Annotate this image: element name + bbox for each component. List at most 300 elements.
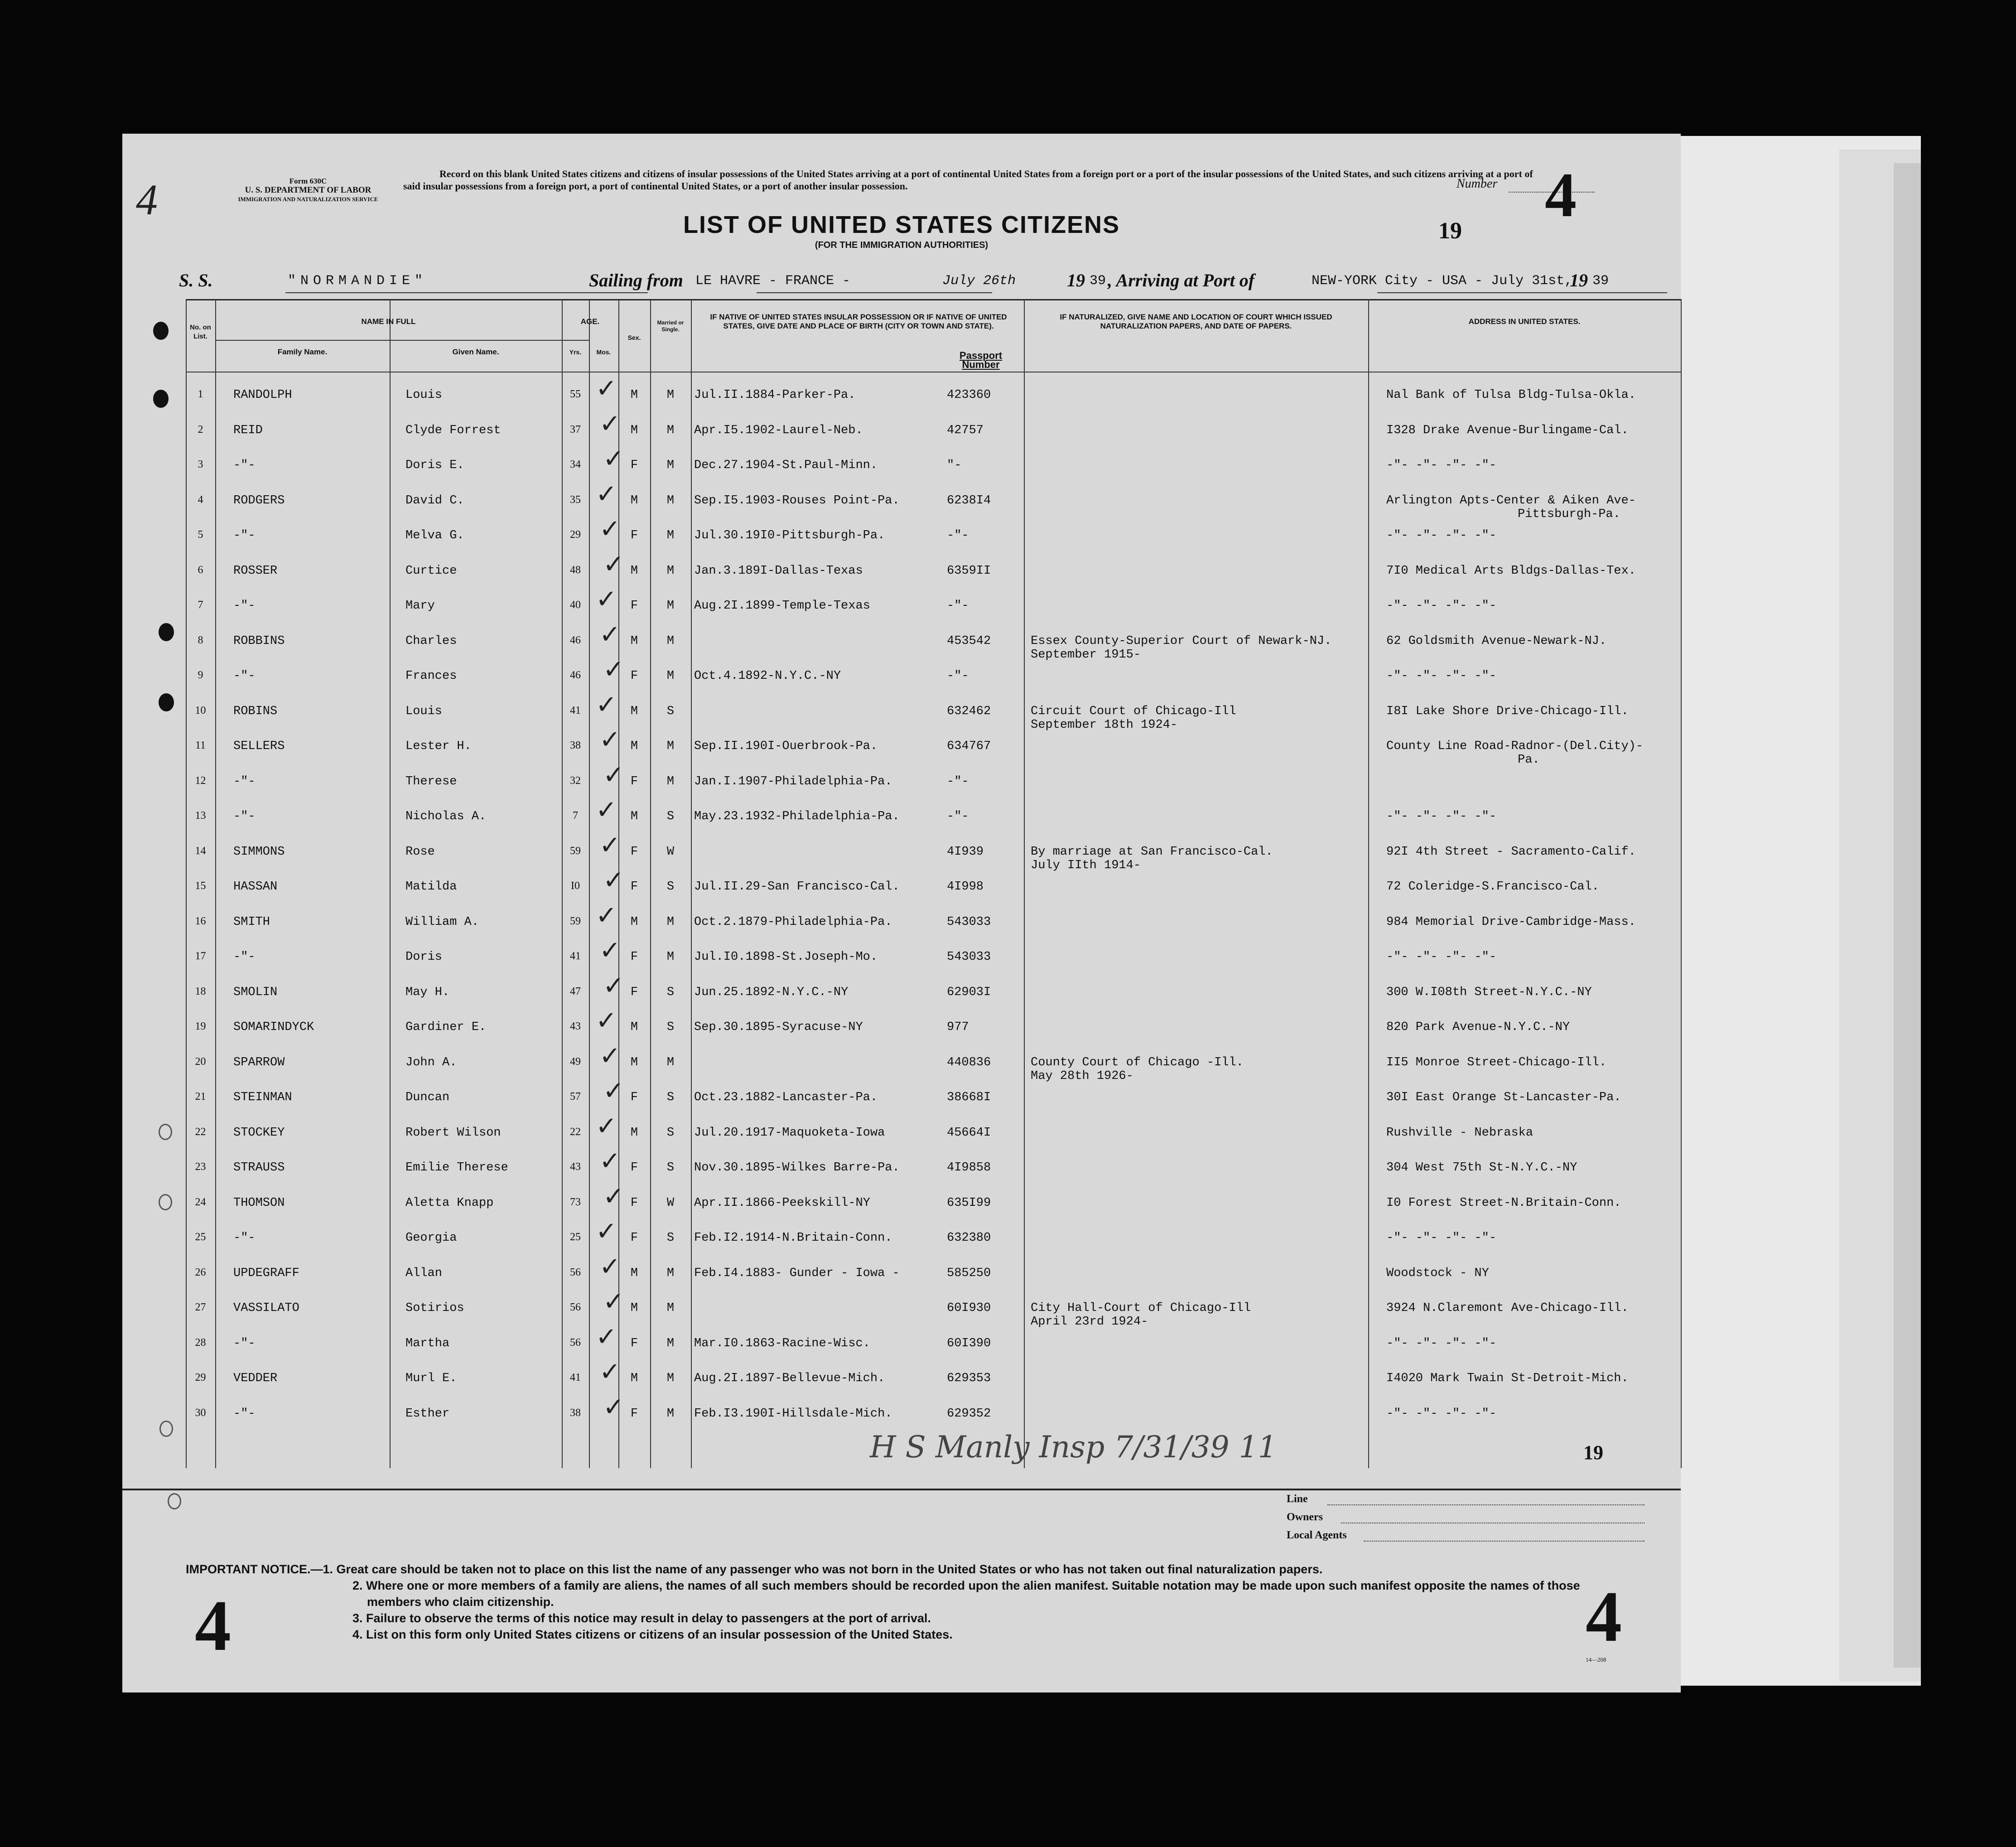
cell-addr: 62 Goldsmith Avenue-Newark-NJ. <box>1386 634 1607 648</box>
manifest-page <box>122 134 1681 1692</box>
cell-age: 43 <box>570 1020 581 1032</box>
list-number: 4 <box>1545 160 1577 230</box>
checkmark-icon: ✓ <box>603 1287 624 1316</box>
table-row <box>122 1111 1681 1151</box>
cell-given: Doris E. <box>405 459 464 472</box>
table-row <box>122 795 1681 834</box>
cell-ms: M <box>666 493 675 508</box>
sailing-label: Sailing from <box>589 270 683 290</box>
checkmark-icon: ✓ <box>596 374 617 403</box>
cell-sex: M <box>630 1126 638 1140</box>
cell-sex: F <box>630 1091 638 1104</box>
cell-sex: F <box>630 669 638 683</box>
cell-ms: S <box>666 1091 675 1104</box>
cell-age: 73 <box>570 1196 581 1208</box>
cell-no: 26 <box>195 1266 206 1278</box>
cell-ms: W <box>666 1196 675 1210</box>
important-notice <box>186 1561 1635 1643</box>
cell-addr: I0 Forest Street-N.Britain-Conn. <box>1386 1196 1621 1210</box>
cell-age: 59 <box>570 915 581 927</box>
cell-ms: W <box>666 845 675 859</box>
cell-age: 38 <box>570 1407 581 1419</box>
cell-age: 38 <box>570 740 581 751</box>
cell-no: 7 <box>198 599 203 611</box>
cell-no: 28 <box>195 1336 206 1349</box>
punch-hole <box>159 1124 172 1140</box>
owners-label: Owners <box>1287 1511 1323 1523</box>
cell-addr: Rushville - Nebraska <box>1386 1126 1534 1140</box>
cell-sex: M <box>630 1301 638 1315</box>
cell-family: VASSILATO <box>233 1301 299 1315</box>
cell-nat-date: September 1915- <box>1031 648 1141 662</box>
checkmark-icon: ✓ <box>599 514 621 544</box>
cell-sex: F <box>630 1196 638 1210</box>
checkmark-icon: ✓ <box>596 1111 617 1141</box>
cell-age: 56 <box>570 1301 581 1313</box>
checkmark-icon: ✓ <box>603 971 624 1001</box>
cell-no: 12 <box>195 774 206 787</box>
cell-addr-cont: Pittsburgh-Pa. <box>1518 507 1621 521</box>
header-age: AGE. <box>580 317 600 326</box>
cell-family: SMITH <box>233 915 270 929</box>
cell-ms: S <box>666 1231 675 1245</box>
cell-family: SOMARINDYCK <box>233 1020 314 1034</box>
cell-age: 57 <box>570 1091 581 1102</box>
cell-family: RANDOLPH <box>233 388 292 402</box>
cell-ms: M <box>666 740 675 753</box>
cell-addr: -"- -"- -"- -"- <box>1386 950 1497 964</box>
cell-passport: 632380 <box>947 1231 991 1245</box>
cell-age: 49 <box>570 1055 581 1068</box>
cell-family: VEDDER <box>233 1372 278 1385</box>
cell-birth: Feb.I2.1914-N.Britain-Conn. <box>694 1231 892 1245</box>
cell-age: 34 <box>570 459 581 470</box>
cell-no: 16 <box>195 915 206 927</box>
cell-given: Frances <box>405 669 457 683</box>
cell-age: 37 <box>570 423 581 435</box>
cell-age: 40 <box>570 599 581 611</box>
cell-no: 14 <box>195 845 206 857</box>
port-underline <box>1377 292 1667 293</box>
cell-passport: 42757 <box>947 423 984 437</box>
print-code: 14—208 <box>1586 1656 1606 1663</box>
cell-age: 32 <box>570 774 581 787</box>
agents-label: Local Agents <box>1287 1529 1347 1541</box>
cell-passport: 60I390 <box>947 1336 991 1350</box>
cell-sex: M <box>630 1372 638 1385</box>
cell-no: 24 <box>195 1196 206 1208</box>
page-number: 19 <box>1583 1441 1603 1464</box>
cell-addr: 92I 4th Street - Sacramento-Calif. <box>1386 845 1636 859</box>
cell-birth: Jun.25.1892-N.Y.C.-NY <box>694 985 849 999</box>
cell-addr: Nal Bank of Tulsa Bldg-Tulsa-Okla. <box>1386 388 1636 402</box>
cell-sex: M <box>630 740 638 753</box>
cell-passport: 45664I <box>947 1126 991 1140</box>
cell-no: 22 <box>195 1126 206 1138</box>
cell-given: Duncan <box>405 1091 450 1104</box>
cell-family: THOMSON <box>233 1196 285 1210</box>
cell-birth: Sep.I5.1903-Rouses Point-Pa. <box>694 493 900 508</box>
cell-addr: I4020 Mark Twain St-Detroit-Mich. <box>1386 1372 1629 1385</box>
cell-given: Gardiner E. <box>405 1020 487 1034</box>
cell-nat-date: July IIth 1914- <box>1031 858 1141 872</box>
cell-ms: M <box>666 1336 675 1350</box>
sailing-year: 39 <box>1090 273 1106 289</box>
line-label: Line <box>1287 1493 1308 1505</box>
cell-addr: 304 West 75th St-N.Y.C.-NY <box>1386 1161 1577 1175</box>
cell-addr: -"- -"- -"- -"- <box>1386 1231 1497 1245</box>
cell-passport: 543033 <box>947 915 991 929</box>
cell-ms: S <box>666 1126 675 1140</box>
cell-birth: May.23.1932-Philadelphia-Pa. <box>694 810 900 823</box>
cell-sex: M <box>630 493 638 508</box>
department-name: U. S. DEPARTMENT OF LABOR <box>245 185 371 195</box>
checkmark-icon: ✓ <box>596 1006 617 1035</box>
footer-rule <box>122 1489 1681 1490</box>
cell-ms: M <box>666 1407 675 1421</box>
cell-age: 47 <box>570 985 581 997</box>
header-birth: IF NATIVE OF UNITED STATES INSULAR POSSESSION OR IF NATIVE OF UNITED STATES, GIVE DATE AND PLACE OF BIRTH (CITY OR TOWN AND STATE). <box>710 313 1007 330</box>
checkmark-icon: ✓ <box>599 936 621 965</box>
cell-addr: -"- -"- -"- -"- <box>1386 1407 1497 1421</box>
cell-family: -"- <box>233 599 256 613</box>
checkmark-icon: ✓ <box>599 830 621 860</box>
cell-no: 11 <box>195 740 206 751</box>
cell-passport: 453542 <box>947 634 991 648</box>
cell-passport: 634767 <box>947 740 991 753</box>
table-row <box>122 936 1681 975</box>
table-row <box>122 585 1681 624</box>
cell-birth: Feb.I4.1883- Gunder - Iowa - <box>694 1266 900 1280</box>
cell-addr: County Line Road-Radnor-(Del.City)- <box>1386 740 1644 753</box>
cell-passport: -"- <box>947 810 969 823</box>
cell-sex: M <box>630 1266 638 1280</box>
cell-sex: F <box>630 1336 638 1350</box>
cell-no: 10 <box>195 704 206 716</box>
cell-ms: M <box>666 564 675 578</box>
cell-addr-cont: Pa. <box>1518 753 1540 767</box>
stacked-pages-edge-2 <box>1894 163 1921 1668</box>
ship-name: "NORMANDIE" <box>288 273 428 289</box>
header-married: Married or Single. <box>657 319 684 333</box>
cell-given: Martha <box>405 1336 450 1350</box>
cell-no: 21 <box>195 1091 206 1102</box>
header-passport: Passport Number <box>959 350 1003 370</box>
checkmark-icon: ✓ <box>603 444 624 474</box>
checkmark-icon: ✓ <box>596 1322 617 1352</box>
cell-sex: F <box>630 1407 638 1421</box>
cell-age: 43 <box>570 1161 581 1173</box>
cell-given: May H. <box>405 985 450 999</box>
agents-field <box>1364 1541 1645 1542</box>
cell-passport: 635I99 <box>947 1196 991 1210</box>
punch-hole <box>159 1421 173 1437</box>
cell-sex: F <box>630 1231 638 1245</box>
cell-ms: M <box>666 423 675 437</box>
table-row <box>122 619 1681 662</box>
checkmark-icon: ✓ <box>599 1252 621 1281</box>
cell-no: 4 <box>198 493 203 506</box>
cell-addr: I8I Lake Shore Drive-Chicago-Ill. <box>1386 704 1629 718</box>
cell-given: Louis <box>405 704 443 718</box>
cell-birth: Sep.30.1895-Syracuse-NY <box>694 1020 863 1034</box>
checkmark-icon: ✓ <box>603 549 624 579</box>
cell-birth: Dec.27.1904-St.Paul-Minn. <box>694 459 878 472</box>
cell-ms: M <box>666 1266 675 1280</box>
checkmark-icon: ✓ <box>603 760 624 790</box>
cell-sex: M <box>630 704 638 718</box>
cell-ms: S <box>666 985 675 999</box>
table-row <box>122 1041 1681 1083</box>
cell-age: 46 <box>570 669 581 681</box>
cell-sex: M <box>630 1020 638 1034</box>
header-sex: Sex. <box>627 334 641 341</box>
cell-passport: 60I930 <box>947 1301 991 1315</box>
cell-family: -"- <box>233 1336 256 1350</box>
cell-no: 20 <box>195 1055 206 1068</box>
stamp-number: 19 <box>1438 218 1462 244</box>
cell-no: 29 <box>195 1372 206 1383</box>
voyage-line <box>179 270 1665 292</box>
sailing-port: LE HAVRE - FRANCE - <box>695 273 851 289</box>
header-months: Mos. <box>596 348 611 356</box>
cell-given: John A. <box>405 1055 457 1069</box>
ship-underline <box>285 292 648 293</box>
cell-no: 5 <box>198 529 203 541</box>
number-label: Number <box>1457 177 1498 191</box>
cell-family: ROBINS <box>233 704 278 718</box>
cell-addr: -"- -"- -"- -"- <box>1386 669 1497 683</box>
checkmark-icon: ✓ <box>599 619 621 649</box>
checkmark-icon: ✓ <box>599 1146 621 1176</box>
checkmark-icon: ✓ <box>596 795 617 825</box>
cell-no: 23 <box>195 1161 206 1173</box>
cell-sex: M <box>630 423 638 437</box>
cell-given: Lester H. <box>405 740 472 753</box>
cell-sex: F <box>630 985 638 999</box>
cell-no: 19 <box>195 1020 206 1032</box>
cell-nat: County Court of Chicago -Ill. <box>1031 1055 1244 1069</box>
cell-addr: 72 Coleridge-S.Francisco-Cal. <box>1386 880 1599 894</box>
cell-sex: F <box>630 459 638 472</box>
cell-ms: S <box>666 880 675 894</box>
cell-no: 8 <box>198 634 203 646</box>
arrival-year: 39 <box>1592 273 1609 289</box>
checkmark-icon: ✓ <box>596 1217 617 1246</box>
cell-given: Curtice <box>405 564 457 578</box>
service-name: IMMIGRATION AND NATURALIZATION SERVICE <box>238 196 378 203</box>
cell-addr: Arlington Apts-Center & Aiken Ave- <box>1386 493 1636 508</box>
cell-no: 17 <box>195 950 206 962</box>
cell-ms: M <box>666 388 675 402</box>
cell-ms: M <box>666 459 675 472</box>
cell-passport: -"- <box>947 599 969 613</box>
cell-sex: M <box>630 634 638 648</box>
checkmark-icon: ✓ <box>599 725 621 754</box>
cell-passport: 629352 <box>947 1407 991 1421</box>
cell-addr: 30I East Orange St-Lancaster-Pa. <box>1386 1091 1621 1104</box>
cell-passport: 632462 <box>947 704 991 718</box>
cell-no: 9 <box>198 669 203 681</box>
cell-given: Matilda <box>405 880 457 894</box>
cell-no: 27 <box>195 1301 206 1313</box>
cell-family: SELLERS <box>233 740 285 753</box>
punch-hole <box>159 1194 172 1210</box>
cell-addr: 984 Memorial Drive-Cambridge-Mass. <box>1386 915 1636 929</box>
table-row <box>122 830 1681 872</box>
cell-passport: -"- <box>947 529 969 542</box>
cell-family: RODGERS <box>233 493 285 508</box>
table-row <box>122 1357 1681 1396</box>
cell-family: -"- <box>233 950 256 964</box>
cell-birth: Oct.4.1892-N.Y.C.-NY <box>694 669 841 683</box>
checkmark-icon: ✓ <box>596 585 617 614</box>
cell-no: 25 <box>195 1231 206 1243</box>
cell-age: 46 <box>570 634 581 646</box>
cell-age: 41 <box>570 704 581 716</box>
cell-nat-date: September 18th 1924- <box>1031 718 1178 732</box>
checkmark-icon: ✓ <box>603 865 624 895</box>
cell-passport: 629353 <box>947 1372 991 1385</box>
cell-given: Mary <box>405 599 435 613</box>
cell-family: -"- <box>233 1231 256 1245</box>
table-row <box>122 971 1681 1010</box>
cell-given: Aletta Knapp <box>405 1196 494 1210</box>
cell-passport: 4I9858 <box>947 1161 991 1175</box>
cell-birth: Sep.II.190I-Ouerbrook-Pa. <box>694 740 878 753</box>
cell-sex: M <box>630 810 638 823</box>
cell-given: Melva G. <box>405 529 464 542</box>
cell-family: -"- <box>233 529 256 542</box>
cell-sex: F <box>630 599 638 613</box>
cell-addr: I328 Drake Avenue-Burlingame-Cal. <box>1386 423 1629 437</box>
cell-age: 35 <box>570 493 581 506</box>
cell-family: -"- <box>233 1407 256 1421</box>
cell-family: HASSAN <box>233 880 278 894</box>
cell-sex: F <box>630 880 638 894</box>
cell-ms: M <box>666 950 675 964</box>
sailing-date: July 26th <box>942 273 1016 289</box>
cell-passport: 543033 <box>947 950 991 964</box>
notice-item-2: 2. Where one or more members of a family are aliens, the names of all such members should be recorded upon the alien manifest. Suitable notation may be made upon such manifest opposite the names of those members who claim citizenship. <box>352 1579 1580 1609</box>
cell-ms: M <box>666 774 675 788</box>
cell-ms: M <box>666 669 675 683</box>
cell-birth: Mar.I0.1863-Racine-Wisc. <box>694 1336 870 1350</box>
cell-addr: 820 Park Avenue-N.Y.C.-NY <box>1386 1020 1570 1034</box>
cell-age: 48 <box>570 564 581 576</box>
cell-nat: City Hall-Court of Chicago-Ill <box>1031 1301 1251 1315</box>
cell-no: 30 <box>195 1407 206 1419</box>
cell-given: Robert Wilson <box>405 1126 501 1140</box>
table-row <box>122 1287 1681 1329</box>
cell-age: 56 <box>570 1266 581 1278</box>
cell-age: 56 <box>570 1336 581 1349</box>
cell-family: -"- <box>233 669 256 683</box>
cell-birth: Jan.I.1907-Philadelphia-Pa. <box>694 774 892 788</box>
cell-birth: Jan.3.189I-Dallas-Texas <box>694 564 863 578</box>
cell-nat: Circuit Court of Chicago-Ill <box>1031 704 1236 718</box>
cell-passport: 6238I4 <box>947 493 991 508</box>
cell-age: 55 <box>570 388 581 400</box>
header-name-in-full: NAME IN FULL <box>361 317 416 326</box>
cell-no: 1 <box>198 388 203 400</box>
table-row <box>122 760 1681 799</box>
table-row <box>122 1217 1681 1256</box>
cell-birth: Jul.30.19I0-Pittsburgh-Pa. <box>694 529 885 542</box>
header-given-name: Given Name. <box>452 348 499 356</box>
cell-passport: 6359II <box>947 564 991 578</box>
cell-passport: "- <box>947 459 962 472</box>
cell-addr: 300 W.I08th Street-N.Y.C.-NY <box>1386 985 1592 999</box>
table-row <box>122 549 1681 589</box>
cell-passport: 4I998 <box>947 880 984 894</box>
cell-ms: M <box>666 599 675 613</box>
cell-no: 15 <box>195 880 206 892</box>
header-naturalization: IF NATURALIZED, GIVE NAME AND LOCATION OF COURT WHICH ISSUED NATURALIZATION PAPERS, AND DATE OF PAPERS. <box>1060 313 1332 330</box>
arrival-port: NEW-YORK City - USA - July 31st, <box>1312 273 1573 289</box>
cell-birth: Nov.30.1895-Wilkes Barre-Pa. <box>694 1161 900 1175</box>
cell-family: -"- <box>233 459 256 472</box>
cell-sex: F <box>630 845 638 859</box>
punch-hole <box>159 693 174 711</box>
cell-addr: -"- -"- -"- -"- <box>1386 599 1497 613</box>
checkmark-icon: ✓ <box>603 1181 624 1211</box>
cell-passport: 62903I <box>947 985 991 999</box>
form-number: Form 630C <box>289 177 327 185</box>
cell-passport: 38668I <box>947 1091 991 1104</box>
cell-addr: -"- -"- -"- -"- <box>1386 459 1497 472</box>
cell-no: 6 <box>198 564 203 576</box>
cell-passport: 585250 <box>947 1266 991 1280</box>
cell-given: Nicholas A. <box>405 810 487 823</box>
cell-ms: S <box>666 1020 675 1034</box>
cell-family: -"- <box>233 810 256 823</box>
cell-addr: -"- -"- -"- -"- <box>1386 810 1497 823</box>
cell-birth: Aug.2I.1899-Temple-Texas <box>694 599 870 613</box>
cell-given: Allan <box>405 1266 443 1280</box>
cell-age: 7 <box>573 810 578 822</box>
cell-given: Sotirios <box>405 1301 464 1315</box>
cell-passport: 440836 <box>947 1055 991 1069</box>
inspector-signature: H S Manly Insp 7/31/39 11 <box>870 1430 1277 1465</box>
year-prefix-2: 19 <box>1570 270 1588 290</box>
cell-given: Clyde Forrest <box>405 423 501 437</box>
cell-given: Louis <box>405 388 443 402</box>
cell-ms: M <box>666 915 675 929</box>
year-prefix: 19 <box>1067 270 1085 290</box>
header-address: ADDRESS IN UNITED STATES. <box>1468 317 1581 326</box>
ss-label: S. S. <box>179 270 213 290</box>
cell-family: STEINMAN <box>233 1091 292 1104</box>
cell-addr: -"- -"- -"- -"- <box>1386 529 1497 542</box>
table-row <box>122 479 1681 521</box>
cell-passport: 977 <box>947 1020 969 1034</box>
notice-item-4: 4. List on this form only United States citizens or citizens of an insular possession of the United States. <box>352 1628 953 1641</box>
cell-addr: II5 Monroe Street-Chicago-Ill. <box>1386 1055 1607 1069</box>
checkmark-icon: ✓ <box>603 655 624 684</box>
header-years: Yrs. <box>569 348 582 356</box>
cell-age: 22 <box>570 1126 581 1138</box>
cell-family: STOCKEY <box>233 1126 285 1140</box>
cell-sex: F <box>630 529 638 542</box>
cell-addr: Woodstock - NY <box>1386 1266 1489 1280</box>
notice-item-3: 3. Failure to observe the terms of this notice may result in delay to passengers at the port of arrival. <box>352 1611 931 1625</box>
cell-ms: S <box>666 810 675 823</box>
cell-ms: M <box>666 634 675 648</box>
cell-given: Murl E. <box>405 1372 457 1385</box>
punch-hole <box>168 1493 181 1509</box>
cell-ms: M <box>666 1055 675 1069</box>
